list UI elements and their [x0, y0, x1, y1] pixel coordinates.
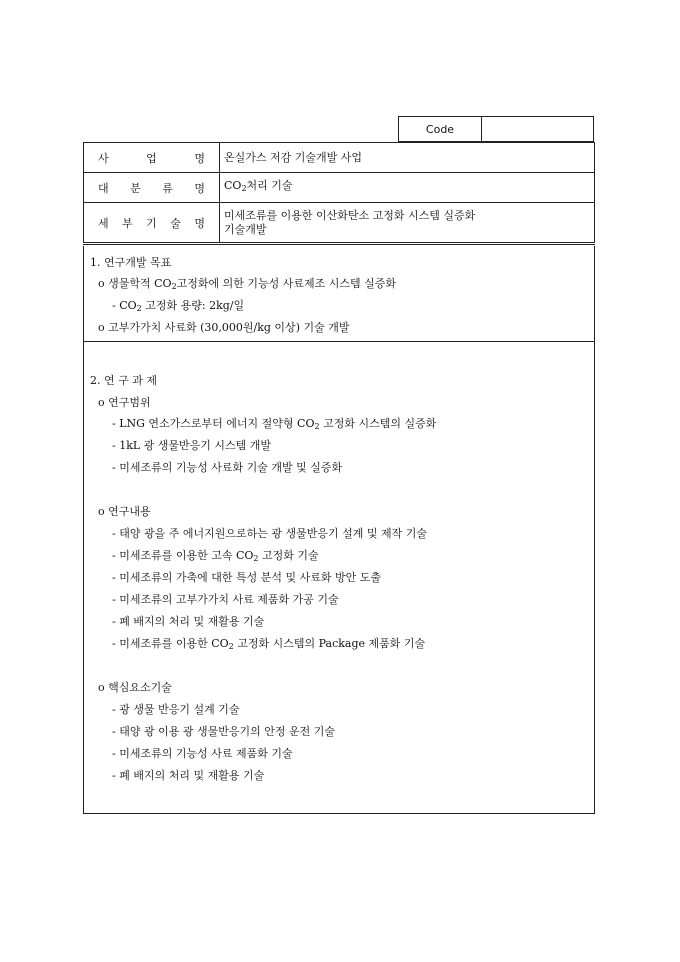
core-title: o 핵심요소기술	[98, 681, 172, 694]
core-item-4: - 폐 배지의 처리 및 재활용 기술	[112, 769, 265, 782]
detail-tech-label: 세 부 기 술 명	[84, 203, 220, 244]
project-label: 사 업 명	[84, 143, 220, 173]
content-item-6: - 미세조류를 이용한 $CO_2$ 고정화 시스템의 Package 제품화 기술	[112, 637, 426, 651]
goals-heading: 1. 연구개발 목표	[90, 256, 172, 269]
content-item-1: - 태양 광을 주 에너지원으로하는 광 생물반응기 설계 및 제작 기술	[112, 527, 427, 540]
detail-tech-row	[84, 203, 595, 244]
core-item-2: - 태양 광 이용 광 생물반응기의 안정 운전 기술	[112, 725, 335, 738]
code-value	[482, 117, 593, 141]
content-item-5: - 폐 배지의 처리 및 재활용 기술	[112, 615, 265, 628]
content-title: o 연구내용	[98, 505, 151, 518]
content-item-2: - 미세조류를 이용한 고속 $CO_2$ 고정화 기술	[112, 549, 319, 563]
scope-item-2: - 1kL 광 생물반응기 시스템 개발	[112, 439, 272, 452]
tasks-heading: 2. 연 구 과 제	[90, 374, 157, 387]
goal-item-1: o 생물학적 $CO_2$고정화에 의한 기능성 사료제조 시스템 실증화	[98, 277, 397, 291]
major-category-label: 대 분 류 명	[84, 173, 220, 203]
goal-item-2: o 고부가가치 사료화 (30,000원/kg 이상) 기술 개발	[98, 321, 350, 334]
scope-item-1: - LNG 연소가스로부터 에너지 절약형 $CO_2$ 고정화 시스템의 실증화	[112, 417, 437, 431]
content-item-4: - 미세조류의 고부가가치 사료 제품화 가공 기술	[112, 593, 339, 606]
code-box	[398, 116, 594, 142]
tasks-section	[83, 342, 595, 814]
project-row	[84, 143, 595, 173]
project-value: 온실가스 저감 기술개발 사업	[220, 143, 595, 173]
major-category-value: $CO_2$처리 기술	[220, 173, 595, 203]
core-item-1: - 광 생물 반응기 설계 기술	[112, 703, 240, 716]
goal-item-1-detail: - $CO_2$ 고정화 용량: 2kg/일	[112, 299, 245, 313]
goals-section	[83, 246, 595, 342]
detail-tech-value: 미세조류를 이용한 이산화탄소 고정화 시스템 실증화 기술개발	[220, 203, 595, 244]
code-label: Code	[399, 117, 482, 141]
scope-title: o 연구범위	[98, 396, 151, 409]
major-category-row	[84, 173, 595, 203]
scope-item-3: - 미세조류의 기능성 사료화 기술 개발 및 실증화	[112, 461, 343, 474]
info-table	[83, 142, 595, 245]
content-item-3: - 미세조류의 가축에 대한 특성 분석 및 사료화 방안 도출	[112, 571, 381, 584]
core-item-3: - 미세조류의 기능성 사료 제품화 기술	[112, 747, 293, 760]
